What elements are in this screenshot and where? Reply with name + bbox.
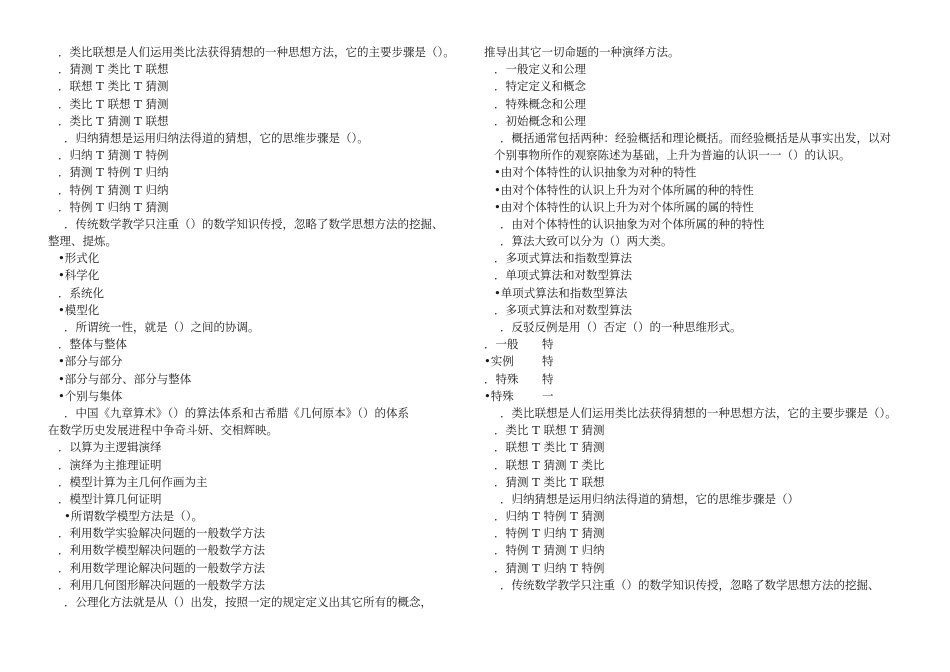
option-pair-row (484, 336, 924, 353)
text-line: •模型化 (58, 302, 100, 317)
text-line: ．一般定义和公理 (494, 62, 586, 77)
text-line: ．类比联想是人们运用类比法获得猜想的一种思想方法，它的主要步骤是（）。 (58, 45, 455, 59)
text-line: ．单项式算法和对数型算法 (494, 268, 632, 283)
text-line: ．特定定义和概念 (494, 79, 586, 94)
option-label: ．一般 (484, 337, 519, 352)
option-pair-row (484, 353, 924, 370)
text-line: ．类比 T 联想 T 猜测 (58, 96, 169, 111)
option-label: •特殊 (484, 388, 514, 403)
text-line: ．利用数学理论解决问题的一般数学方法 (58, 560, 265, 575)
text-line: ．特例 T 猜测 T 归纳 (58, 182, 169, 197)
text-line: ．公理化方法就是从（）出发，按照一定的规定定义出其它所有的概念， (64, 595, 432, 609)
text-line: ．特殊概念和公理 (494, 96, 586, 111)
text-line: ．类比联想是人们运用类比法获得猜想的一种思想方法，它的主要步骤是（）。 (500, 405, 897, 420)
text-line: ．整体与整体 (58, 337, 127, 352)
text-line: ．概括通常包括两种：经验概括和理论概括。而经验概括是从事实出发，以对 (500, 130, 891, 145)
option-fragment: 特 (542, 337, 554, 352)
text-line: 个别事物所作的观察陈述为基础，上升为普遍的认识一一（）的认识。 (494, 148, 851, 163)
text-line: ．猜测 T 类比 T 联想 (494, 474, 605, 489)
text-line: •由对个体特性的认识上升为对个体所属的种的特性 (494, 182, 754, 197)
text-line: ．利用几何图形解决问题的一般数学方法 (58, 577, 265, 592)
text-line: •科学化 (58, 268, 100, 283)
text-line: •形式化 (58, 251, 100, 266)
text-line: ．类比 T 联想 T 猜测 (494, 423, 605, 438)
text-line: ．由对个体特性的认识抽象为对个体所属的种的特性 (500, 216, 765, 231)
text-line: •个别与集体 (58, 388, 123, 403)
text-line: •部分与部分、部分与整体 (58, 371, 192, 386)
text-line: ．归纳 T 猜测 T 特例 (58, 148, 169, 163)
text-line: ．多项式算法和对数型算法 (494, 302, 632, 317)
text-line: ．特例 T 归纳 T 猜测 (494, 526, 605, 541)
text-line: ．利用数学实验解决问题的一般数学方法 (58, 526, 265, 541)
text-line: ．联想 T 猜测 T 类比 (494, 457, 605, 472)
option-label: •实例 (484, 354, 514, 369)
text-line: ．归纳猜想是运用归纳法得道的猜想，它的思维步骤是（）。 (64, 130, 369, 145)
left-column (48, 44, 478, 611)
text-line: ．系统化 (58, 285, 104, 300)
text-line: ．中国《九章算术》（）的算法体系和古希腊《几何原本》（）的体系 (64, 405, 409, 420)
text-line: ．所谓统一性，就是（）之间的协调。 (64, 320, 260, 334)
text-line: ．算法大致可以分为（）两大类。 (500, 234, 673, 249)
text-line: ．联想 T 类比 T 猜测 (58, 79, 169, 94)
text-line: ．演绎为主推理证明 (58, 457, 162, 472)
text-line: ．联想 T 类比 T 猜测 (494, 440, 605, 455)
text-line: •由对个体特性的认识抽象为对种的特性 (494, 165, 697, 180)
text-line: 在数学历史发展进程中争奇斗妍、交相辉映。 (48, 423, 278, 438)
option-label: ．特殊 (484, 371, 519, 386)
text-line: ．以算为主逻辑演绎 (58, 440, 162, 455)
right-column (484, 44, 924, 594)
text-line: ．猜测 T 类比 T 联想 (58, 62, 169, 77)
text-line: ．类比 T 猜测 T 联想 (58, 113, 169, 128)
text-line: ．初始概念和公理 (494, 113, 586, 128)
text-line: •单项式算法和指数型算法 (494, 285, 628, 300)
text-line: ．猜测 T 特例 T 归纳 (58, 165, 169, 180)
text-line: 整理、提炼。 (48, 234, 117, 249)
text-line: 推导出其它一切命题的一种演绎方法。 (484, 45, 680, 59)
text-line: ．反驳反例是用（）否定（）的一种思维形式。 (500, 320, 742, 334)
text-line: ．特例 T 归纳 T 猜测 (58, 199, 169, 214)
option-pair-row (484, 371, 924, 388)
text-line: ．模型计算几何证明 (58, 491, 162, 506)
text-line: ．传统数学教学只注重（）的数学知识传授，忽略了数学思想方法的挖掘、 (64, 216, 444, 231)
text-line: ．猜测 T 归纳 T 特例 (494, 560, 605, 575)
option-fragment: 一 (542, 388, 554, 403)
text-line: ．特例 T 猜测 T 归纳 (494, 543, 605, 558)
text-line: ．归纳猜想是运用归纳法得道的猜想，它的思维步骤是（） (500, 491, 799, 506)
text-line: ．模型计算为主几何作画为主 (58, 474, 208, 489)
text-line: ．归纳 T 特例 T 猜测 (494, 509, 605, 524)
text-line: ．利用数学模型解决问题的一般数学方法 (58, 543, 265, 558)
text-line: ．多项式算法和指数型算法 (494, 251, 632, 266)
text-line: ．传统数学教学只注重（）的数学知识传授，忽略了数学思想方法的挖掘、 (500, 577, 880, 592)
text-line: •由对个体特性的认识上升为对个体所属的属的特性 (494, 199, 754, 214)
option-pair-row (484, 388, 924, 405)
text-line: •部分与部分 (58, 354, 123, 369)
option-fragment: 特 (542, 354, 554, 369)
option-fragment: 特 (542, 371, 554, 386)
text-line: •所谓数学模型方法是（）。 (64, 509, 204, 524)
